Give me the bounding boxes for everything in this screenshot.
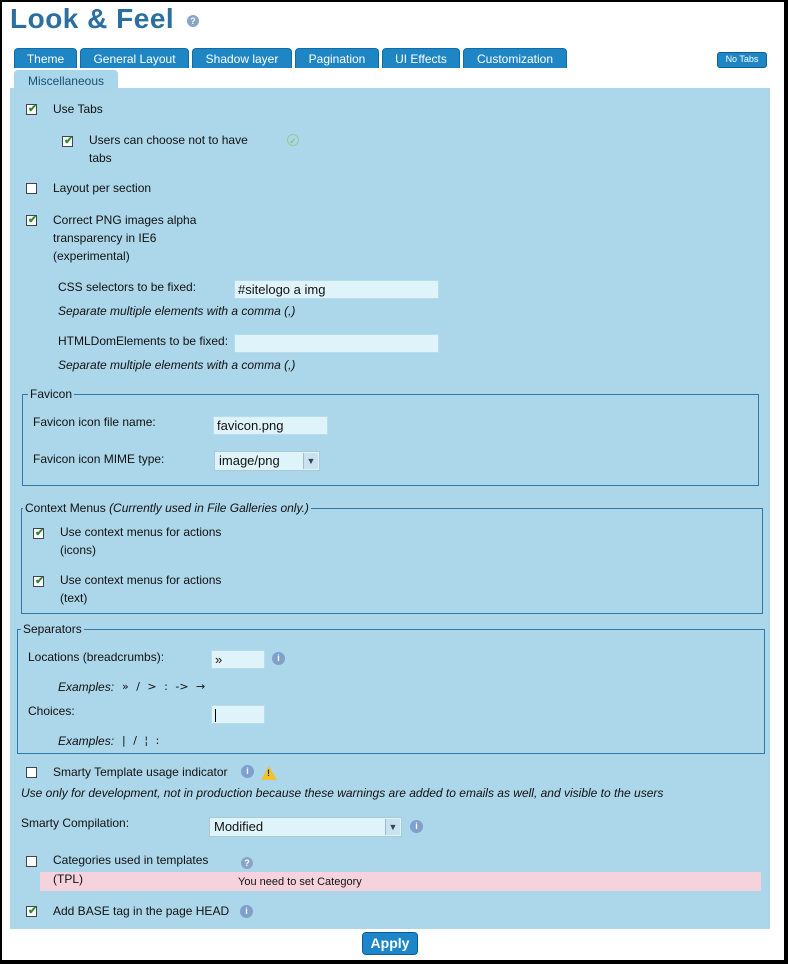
- chevron-down-icon: ▼: [303, 453, 318, 469]
- choices-examples: | / ¦ :: [122, 734, 160, 747]
- htmldom-input[interactable]: [234, 334, 439, 353]
- layout-per-section-label: Layout per section: [53, 181, 152, 195]
- favicon-legend: Favicon: [30, 387, 73, 401]
- use-tabs-checkbox[interactable]: ✔: [28, 103, 38, 115]
- correct-png-label-2: transparency in IE6: [53, 231, 157, 245]
- separators-legend: Separators: [23, 622, 82, 636]
- categories-tpl-suffix: (TPL): [53, 872, 83, 886]
- choices-label: Choices:: [28, 704, 75, 718]
- favicon-mime-value: image/png: [219, 453, 280, 468]
- favicon-file-label: Favicon icon file name:: [33, 415, 156, 429]
- context-icons-checkbox[interactable]: ✔: [35, 527, 45, 539]
- users-choose-tabs-checkbox[interactable]: ✔: [64, 135, 74, 147]
- smarty-compilation-value: Modified: [214, 819, 264, 834]
- tab-theme[interactable]: Theme: [14, 48, 77, 68]
- css-selectors-hint: Separate multiple elements with a comma (,): [58, 304, 296, 318]
- context-text-label-1: Use context menus for actions: [60, 573, 222, 587]
- correct-png-checkbox[interactable]: ✔: [28, 214, 38, 226]
- base-tag-checkbox[interactable]: ✔: [28, 905, 38, 917]
- locations-label: Locations (breadcrumbs):: [28, 650, 165, 664]
- favicon-mime-select[interactable]: [214, 451, 320, 471]
- info-icon[interactable]: i: [241, 765, 254, 778]
- locations-examples-label: Examples:: [58, 680, 115, 694]
- apply-button[interactable]: Apply: [362, 932, 418, 955]
- help-icon[interactable]: ?: [241, 857, 253, 869]
- favicon-fieldset: [22, 394, 759, 486]
- tab-ui-effects[interactable]: UI Effects: [382, 48, 460, 68]
- choices-examples-label: Examples:: [58, 734, 115, 748]
- context-menus-legend: [23, 501, 311, 515]
- info-icon[interactable]: i: [240, 905, 253, 918]
- tab-shadow-layer[interactable]: Shadow layer: [192, 48, 292, 68]
- info-icon[interactable]: i: [272, 652, 285, 665]
- text-cursor: [215, 709, 216, 722]
- no-tabs-button[interactable]: No Tabs: [717, 52, 767, 68]
- smarty-indicator-label: Smarty Template usage indicator: [53, 765, 228, 779]
- smarty-compilation-select[interactable]: [209, 817, 402, 837]
- help-icon[interactable]: ?: [187, 15, 199, 27]
- context-menus-legend-note: (Currently used in File Galleries only.): [109, 501, 309, 515]
- context-icons-label-2: (icons): [60, 543, 97, 557]
- base-tag-label: Add BASE tag in the page HEAD: [53, 904, 230, 918]
- warning-icon: !: [261, 766, 277, 780]
- users-choose-tabs-label-2: tabs: [89, 151, 112, 165]
- context-text-checkbox[interactable]: ✔: [35, 575, 45, 587]
- category-warning-bar: [40, 872, 761, 891]
- locations-examples: » / > : -> →: [122, 680, 206, 693]
- context-icons-label-1: Use context menus for actions: [60, 525, 222, 539]
- layout-per-section-checkbox[interactable]: [26, 183, 37, 194]
- ok-check-icon: ✓: [287, 134, 299, 146]
- page-title: Look & Feel: [10, 3, 175, 34]
- tab-pagination[interactable]: Pagination: [295, 48, 379, 68]
- tab-customization[interactable]: Customization: [463, 48, 567, 68]
- use-tabs-label: Use Tabs: [53, 102, 103, 116]
- users-choose-tabs-label-1: Users can choose not to have: [89, 133, 248, 147]
- categories-tpl-checkbox[interactable]: [26, 856, 37, 867]
- category-warning-text: You need to set Category: [238, 876, 362, 888]
- tab-general-layout[interactable]: General Layout: [80, 48, 189, 68]
- locations-input[interactable]: »: [211, 650, 265, 669]
- correct-png-label-1: Correct PNG images alpha: [53, 213, 197, 227]
- smarty-indicator-note: Use only for development, not in production because these warnings are added to emails as well, and visible to the users: [21, 786, 664, 800]
- categories-tpl-label: Categories used in templates: [53, 853, 209, 867]
- htmldom-label: HTMLDomElements to be fixed:: [58, 334, 229, 348]
- tab-miscellaneous[interactable]: Miscellaneous: [14, 70, 118, 90]
- info-icon[interactable]: i: [410, 820, 423, 833]
- htmldom-hint: Separate multiple elements with a comma (,): [58, 358, 296, 372]
- css-selectors-input[interactable]: #sitelogo a img: [234, 280, 439, 299]
- context-menus-legend-title: Context Menus: [25, 501, 106, 515]
- chevron-down-icon: ▼: [385, 819, 400, 835]
- css-selectors-label: CSS selectors to be fixed:: [58, 280, 197, 294]
- favicon-file-input[interactable]: favicon.png: [213, 416, 328, 435]
- choices-input[interactable]: [211, 705, 265, 724]
- favicon-mime-label: Favicon icon MIME type:: [33, 452, 165, 466]
- smarty-compilation-label: Smarty Compilation:: [21, 816, 130, 830]
- smarty-indicator-checkbox[interactable]: [26, 767, 37, 778]
- correct-png-label-3: (experimental): [53, 249, 130, 263]
- context-text-label-2: (text): [60, 591, 88, 605]
